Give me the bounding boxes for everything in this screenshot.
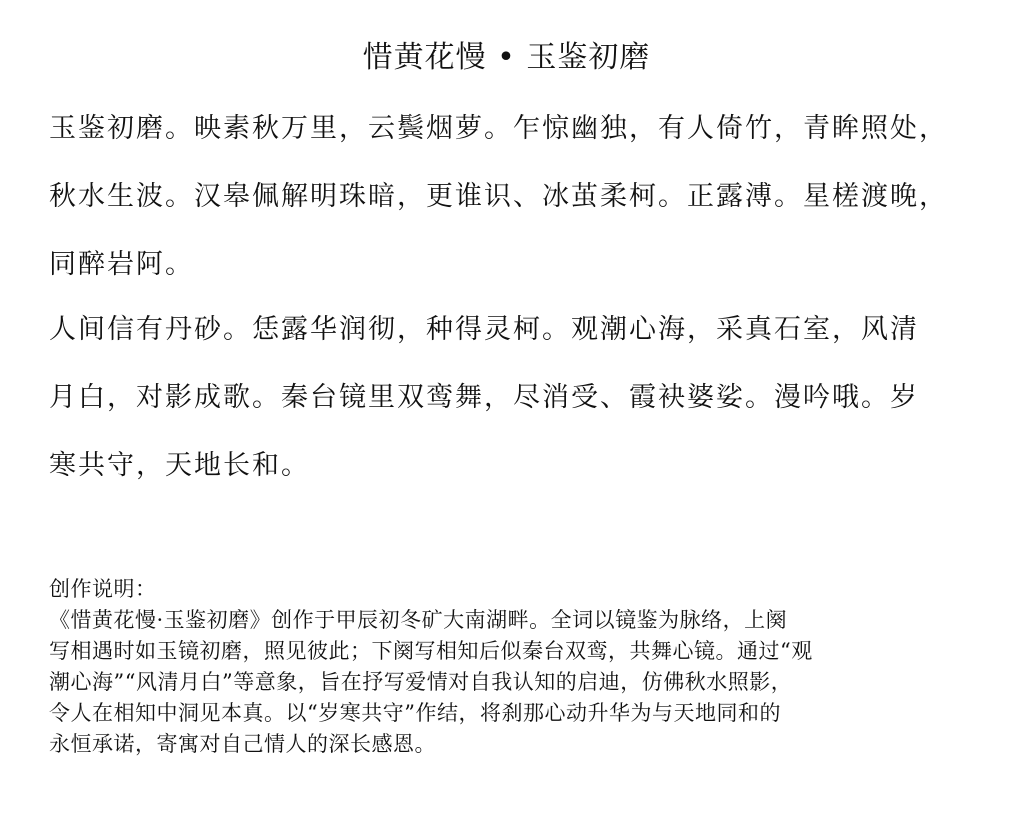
poem-line: 同醉岩阿。 (49, 249, 194, 280)
poem-line: 人间信有丹砂。恁露华润彻，种得灵柯。观潮心海，采真石室，风清 (49, 314, 919, 345)
note-line: 永恒承诺，寄寓对自己情人的深长感恩。 (49, 732, 436, 756)
note-heading: 创作说明： (49, 577, 157, 601)
poem-stanza-2 (49, 296, 989, 500)
poem-title: 惜黄花慢 • 玉鉴初磨 (362, 40, 651, 75)
creation-note (49, 574, 989, 760)
poem-line: 寒共守，天地长和。 (49, 450, 310, 481)
poem-line: 月白，对影成歌。秦台镜里双鸾舞，尽消受、霞袂婆娑。漫吟哦。岁 (49, 382, 919, 413)
poem-line: 玉鉴初磨。映素秋万里，云鬓烟萝。乍惊幽独，有人倚竹，青眸照处， (49, 113, 948, 144)
note-line: 令人在相知中洞见本真。以“岁寒共守”作结，将刹那心动升华为与天地同和的 (49, 701, 781, 725)
poem-line: 秋水生波。汉皋佩解明珠暗，更谁识、冰茧柔柯。正露溥。星槎渡晚， (49, 181, 948, 212)
poem-stanza-1 (49, 95, 989, 299)
note-line: 写相遇时如玉镜初磨，照见彼此；下阕写相知后似秦台双鸾，共舞心镜。通过“观 (49, 639, 813, 663)
note-line: 《惜黄花慢·玉鉴初磨》创作于甲辰初冬矿大南湖畔。全词以镜鉴为脉络，上阕 (49, 608, 788, 632)
note-line: 潮心海”“风清月白”等意象，旨在抒写爱情对自我认知的启迪，仿佛秋水照影， (49, 670, 793, 694)
